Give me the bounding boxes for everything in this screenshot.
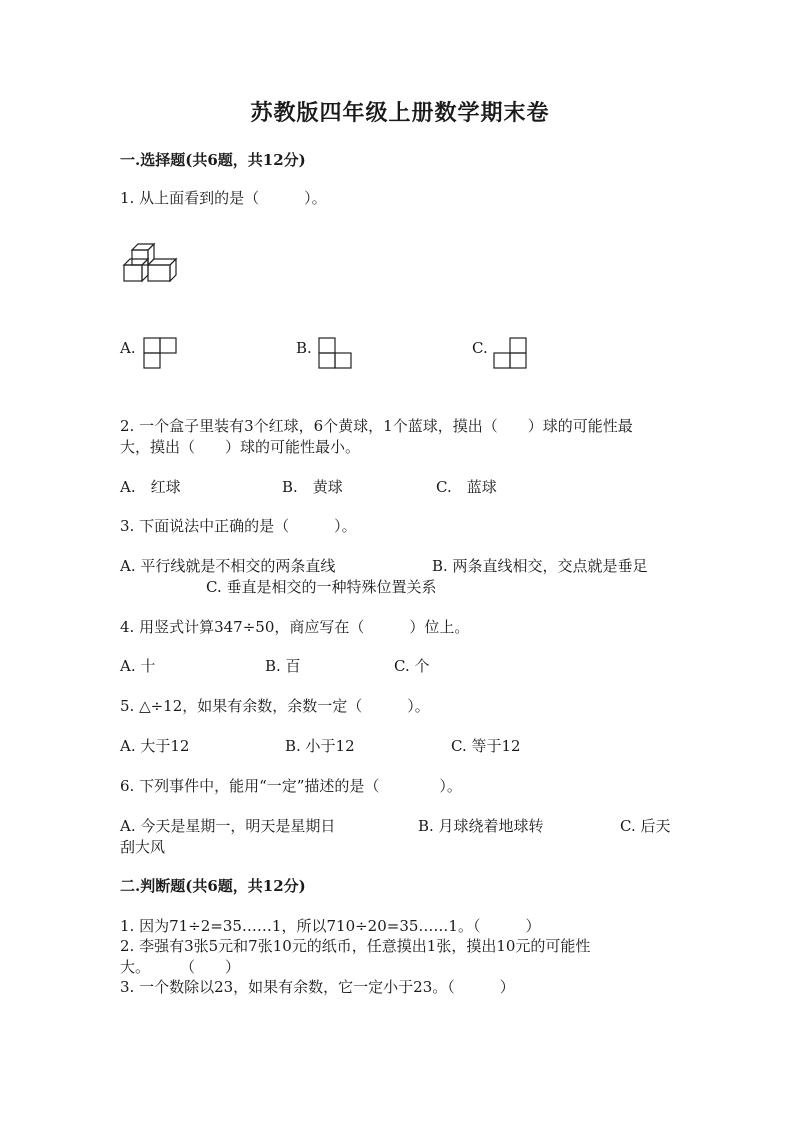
question-2-line-1: 2. 一个盒子里装有3个红球，6个黄球，1个蓝球，摸出（ ）球的可能性最 (120, 417, 633, 435)
judgment-2-line-1: 2. 李强有3张5元和7张10元的纸币，任意摸出1张，摸出10元的可能性 (120, 937, 591, 955)
q5-option-c: C. 等于12 (451, 737, 521, 755)
q5-option-b: B. 小于12 (285, 737, 355, 755)
top-view-b-icon (317, 336, 353, 370)
q2-option-a: A. 红球 (120, 478, 181, 496)
q1-option-c: C. (472, 339, 488, 357)
question-6-text: 6. 下列事件中，能用“一定”描述的是（ ）。 (120, 777, 462, 795)
top-view-a-icon (142, 336, 178, 370)
q6-option-a: A. 今天是星期一，明天是星期日 (120, 817, 336, 835)
section-heading-choice: 一.选择题(共6题，共12分) (120, 151, 306, 169)
q6-option-c-continued: 刮大风 (120, 838, 166, 856)
question-5-text: 5. △÷12，如果有余数，余数一定（ ）。 (120, 697, 430, 715)
q1-option-a: A. (120, 339, 136, 357)
page-title: 苏教版四年级上册数学期末卷 (250, 100, 550, 126)
q4-option-c: C. 个 (394, 657, 430, 675)
q4-option-b: B. 百 (265, 657, 301, 675)
q2-option-b: B. 黄球 (282, 478, 343, 496)
top-view-c-icon (492, 336, 528, 370)
q3-option-b: B. 两条直线相交，交点就是垂足 (432, 557, 648, 575)
section-heading-judgment: 二.判断题(共6题，共12分) (120, 877, 306, 895)
question-1-text: 1. 从上面看到的是（ ）。 (120, 189, 327, 207)
judgment-1-text: 1. 因为71÷2=35……1，所以710÷20=35……1。（ ） (120, 917, 541, 935)
q2-option-c: C. 蓝球 (436, 478, 497, 496)
stacked-cubes-icon (122, 243, 182, 289)
question-3-text: 3. 下面说法中正确的是（ ）。 (120, 517, 357, 535)
stacked-cubes-figure (122, 243, 182, 289)
question-2-line-2: 大，摸出（ ）球的可能性最小。 (120, 438, 361, 456)
q3-option-a: A. 平行线就是不相交的两条直线 (120, 557, 336, 575)
q3-option-c: C. 垂直是相交的一种特殊位置关系 (206, 578, 437, 596)
judgment-2-line-2: 大。 （ ） (120, 958, 241, 976)
q5-option-a: A. 大于12 (120, 737, 190, 755)
judgment-3-text: 3. 一个数除以23，如果有余数，它一定小于23。（ ） (120, 978, 515, 996)
q4-option-a: A. 十 (120, 657, 156, 675)
q6-option-b: B. 月球绕着地球转 (418, 817, 544, 835)
q1-option-b: B. (296, 339, 312, 357)
question-4-text: 4. 用竖式计算347÷50，商应写在（ ）位上。 (120, 618, 470, 636)
q6-option-c: C. 后天 (620, 817, 671, 835)
